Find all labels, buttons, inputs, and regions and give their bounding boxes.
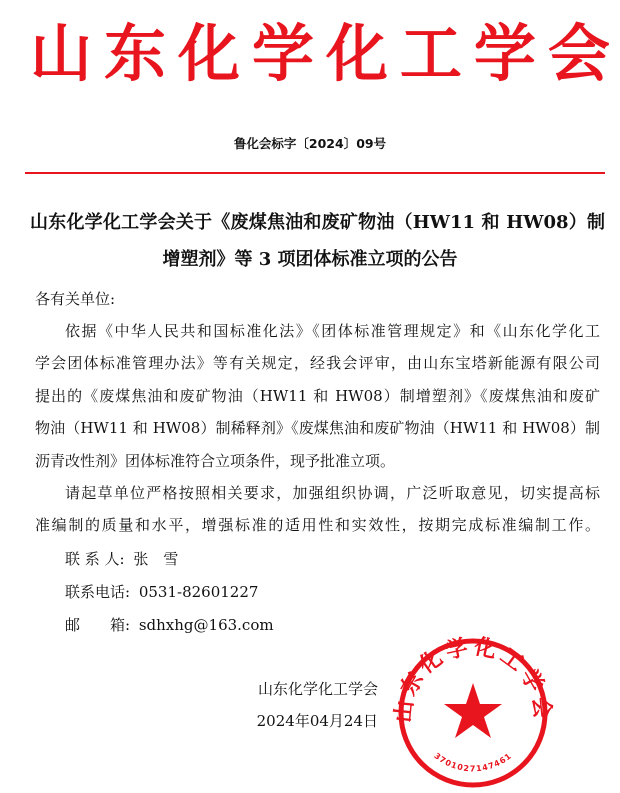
contact-person-label: 联 系 人: [65,550,125,568]
paragraph-1-line: 学会团体标准管理办法》等有关规定，经我会评审，由山东宝塔新能源有限公司 [35,354,600,372]
document-number: 鲁化会标字〔2024〕09号 [233,136,387,151]
contact-person [65,548,620,569]
title-line-2: 增塑剂》等 3 项团体标准立项的公告 [162,249,458,270]
salutation: 各有关单位: [35,290,116,308]
signature-date: 2024年04月24日 [256,712,378,730]
contact-phone-value: 0531-82601227 [138,583,259,601]
signature-org: 山东化学化工学会 [257,680,378,698]
masthead-char: 学 [251,16,314,90]
title-line-1: 山东化学化工学会关于《废煤焦油和废矿物油（HW11 和 HW08）制 [30,212,605,233]
seal-ring-text: 山东化学化工学会 [391,634,555,724]
contact-person-value: 张 雪 [133,550,179,568]
seal-star-icon [444,683,502,738]
masthead-char: 学 [473,16,536,90]
official-seal [388,633,558,793]
contact-email-value: sdhxhg@163.com [138,616,274,634]
contact-email-label: 邮 箱: [65,616,131,634]
paragraph-1-line: 物油（HW11 和 HW08）制稀释剂》《废煤焦油和废矿物油（HW11 和 HW08）制 [35,419,600,437]
masthead-char: 化 [325,16,388,90]
contact-email [65,614,620,635]
masthead-char: 工 [399,16,462,90]
paragraph-1-line: 依据《中华人民共和国标准化法》《团体标准管理规定》和《山东化学化工 [65,322,600,340]
paragraph-1-line: 提出的《废煤焦油和废矿物油（HW11 和 HW08）制增塑剂》《废煤焦油和废矿 [35,387,600,405]
masthead-char: 山 [30,16,93,90]
seal-serial: 3701027147461 [432,751,514,774]
paragraph-2-line: 准编制的质量和水平，增强标准的适用性和实效性，按期完成标准编制工作。 [35,516,600,534]
contact-phone-label: 联系电话: [65,583,131,601]
paragraph-1-line: 沥青改性剂》团体标准符合立项条件，现予批准立项。 [35,452,396,470]
masthead-org-name [30,8,610,88]
masthead-char: 东 [103,16,166,90]
red-divider [25,172,605,174]
masthead-char: 化 [177,16,240,90]
contact-phone [65,581,620,602]
paragraph-2-line: 请起草单位严格按照相关要求，加强组织协调，广泛听取意见，切实提高标 [65,484,600,502]
masthead-char: 会 [547,16,610,90]
